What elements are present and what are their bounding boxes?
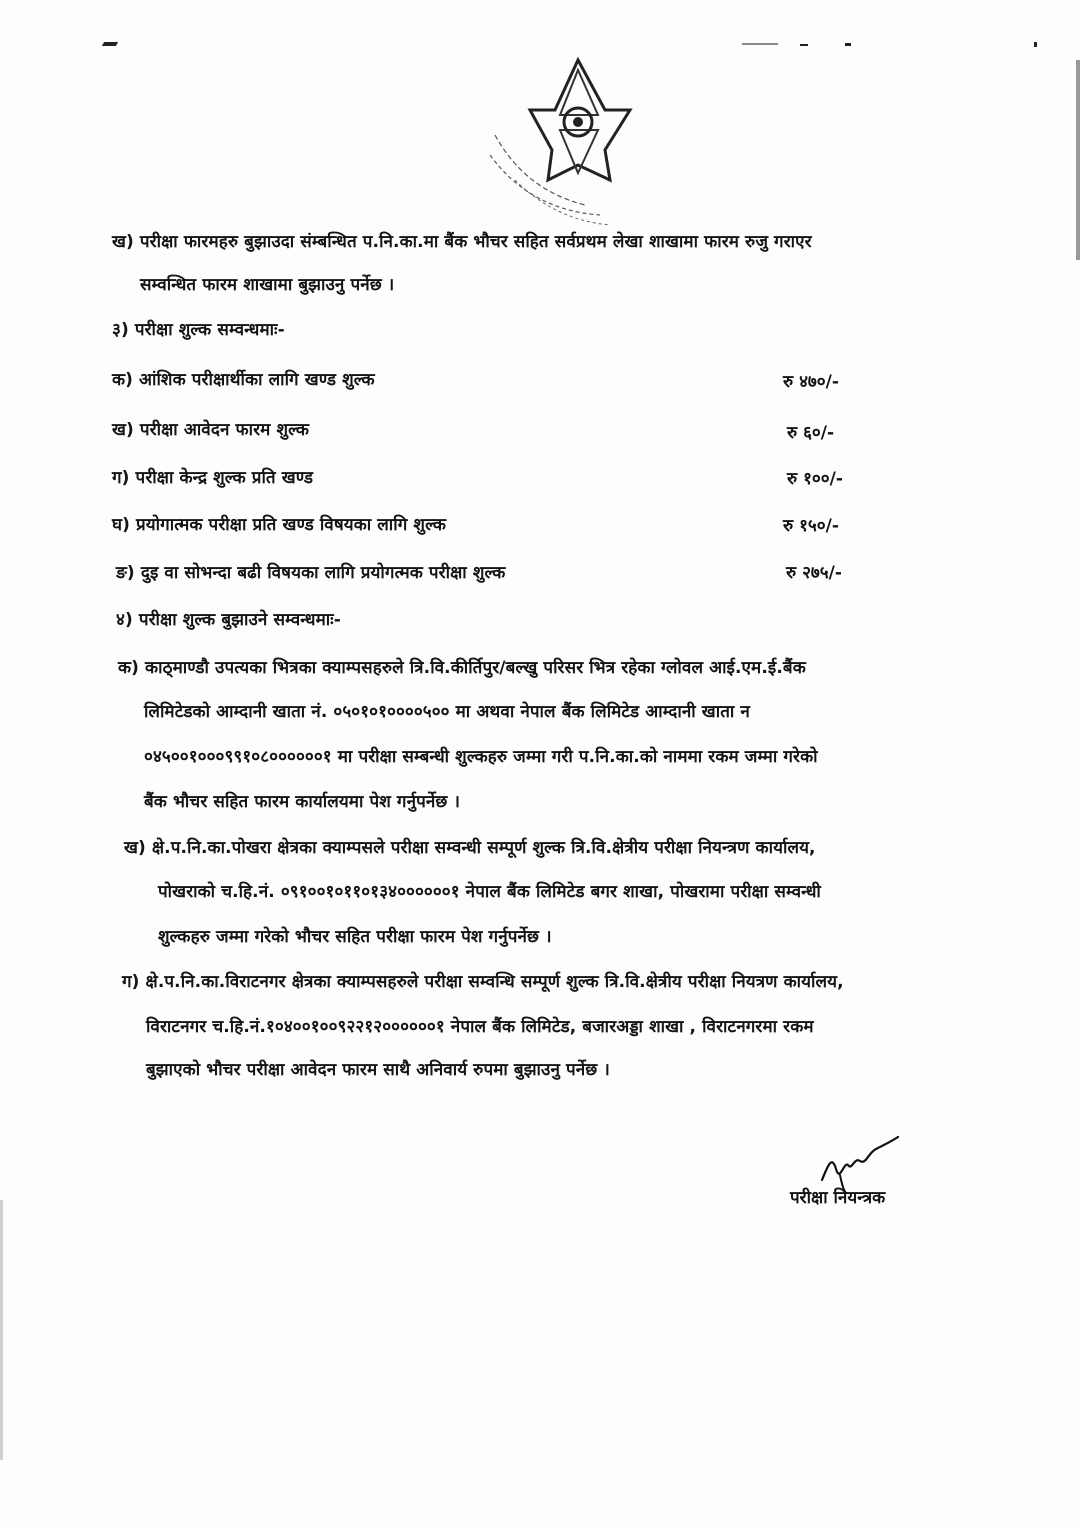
section2-kha-line2: सम्वन्धित फारम शाखामा बुझाउनु पर्नेछ । (140, 275, 395, 295)
section4-ka-line2: लिमिटेडको आम्दानी खाता नं. ०५०१०१००००५०० मा अथवा नेपाल बैंक लिमिटेड आम्दानी खाता न (144, 702, 750, 722)
fee-item-amount: रु १५०/- (783, 516, 839, 536)
scan-mark-top-2 (800, 44, 808, 46)
fee-item-label: घ) प्रयोगात्मक परीक्षा प्रति खण्ड विषयका लागि शुल्क (112, 515, 446, 535)
section2-kha-line1: ख) परीक्षा फारमहरु बुझाउदा संम्बन्धित प.नि.का.मा बैंक भौचर सहित सर्वप्रथम लेखा शाखामा फारम रुजु गराएर (112, 232, 812, 252)
fee-item-amount: रु ४७०/- (783, 372, 839, 392)
section4-ga-line3: बुझाएको भौचर परीक्षा आवेदन फारम साथै अनिवार्य रुपमा बुझाउनु पर्नेछ । (146, 1060, 610, 1080)
section4-ga-line1: ग) क्षे.प.नि.का.विराटनगर क्षेत्रका क्याम्पसहरुले परीक्षा सम्वन्धि सम्पूर्ण शुल्क त्रि.वि.क्षेत्रीय परीक्षा नियत्रण कार्यालय, (122, 972, 844, 992)
seal-star-icon (470, 55, 660, 230)
section4-ka-line3: ०४५००१०००९९१०८००००००१ मा परीक्षा सम्बन्धी शुल्कहरु जम्मा गरी प.नि.का.को नाममा रकम जम्मा गरेको (144, 747, 818, 767)
fee-item-amount: रु ६०/- (787, 423, 835, 443)
section4-heading: ४) परीक्षा शुल्क बुझाउने सम्वन्धमाः- (116, 610, 341, 630)
scan-mark-top-1 (742, 43, 778, 45)
scan-edge-right (1076, 60, 1080, 260)
scan-mark-left (102, 42, 118, 46)
signature-title: परीक्षा नियन्त्रक (790, 1188, 886, 1208)
section4-ka-line1: क) काठ्माण्डौ उपत्यका भित्रका क्याम्पसहरुले त्रि.वि.कीर्तिपुर/बल्खु परिसर भित्र रहेका ग्लोवल आई.एम.ई.बैंक (118, 658, 806, 678)
fee-item-label: ङ) दुइ वा सोभन्दा बढी विषयका लागि प्रयोगत्मक परीक्षा शुल्क (116, 563, 506, 583)
fee-item-label: ख) परीक्षा आवेदन फारम शुल्क (112, 420, 310, 440)
scan-mark-top-4 (1034, 42, 1037, 47)
fee-item-label: ग) परीक्षा केन्द्र शुल्क प्रति खण्ड (112, 468, 314, 488)
section4-ga-line2: विराटनगर च.हि.नं.१०४००१००९२२१२००००००१ नेपाल बैंक लिमिटेड, बजारअड्डा शाखा , विराटनगरमा रकम (146, 1017, 814, 1037)
section4-ka-line4: बैंक भौचर सहित फारम कार्यालयमा पेश गर्नुपर्नेछ । (144, 792, 460, 812)
scan-mark-top-3 (845, 43, 851, 46)
fee-item-label: क) आंशिक परीक्षार्थीका लागि खण्ड शुल्क (112, 370, 375, 390)
university-seal (470, 55, 660, 230)
scan-edge-left (0, 1200, 3, 1460)
fee-item-amount: रु २७५/- (786, 563, 842, 583)
section4-kha-line1: ख) क्षे.प.नि.का.पोखरा क्षेत्रका क्याम्पसले परीक्षा सम्वन्धी सम्पूर्ण शुल्क त्रि.वि.क्षेत्रीय परीक्षा नियन्त्रण कार्यालय, (124, 838, 816, 858)
section3-heading: ३) परीक्षा शुल्क सम्वन्धमाः- (112, 320, 285, 340)
signature-block (790, 1135, 920, 1210)
section4-kha-line2: पोखराको च.हि.नं. ०९१००१०११०१३४००००००१ नेपाल बैंक लिमिटेड बगर शाखा, पोखरामा परीक्षा सम्वन्धी (158, 882, 821, 902)
section4-kha-line3: शुल्कहरु जम्मा गरेको भौचर सहित परीक्षा फारम पेश गर्नुपर्नेछ । (158, 927, 552, 947)
fee-item-amount: रु १००/- (787, 469, 843, 489)
